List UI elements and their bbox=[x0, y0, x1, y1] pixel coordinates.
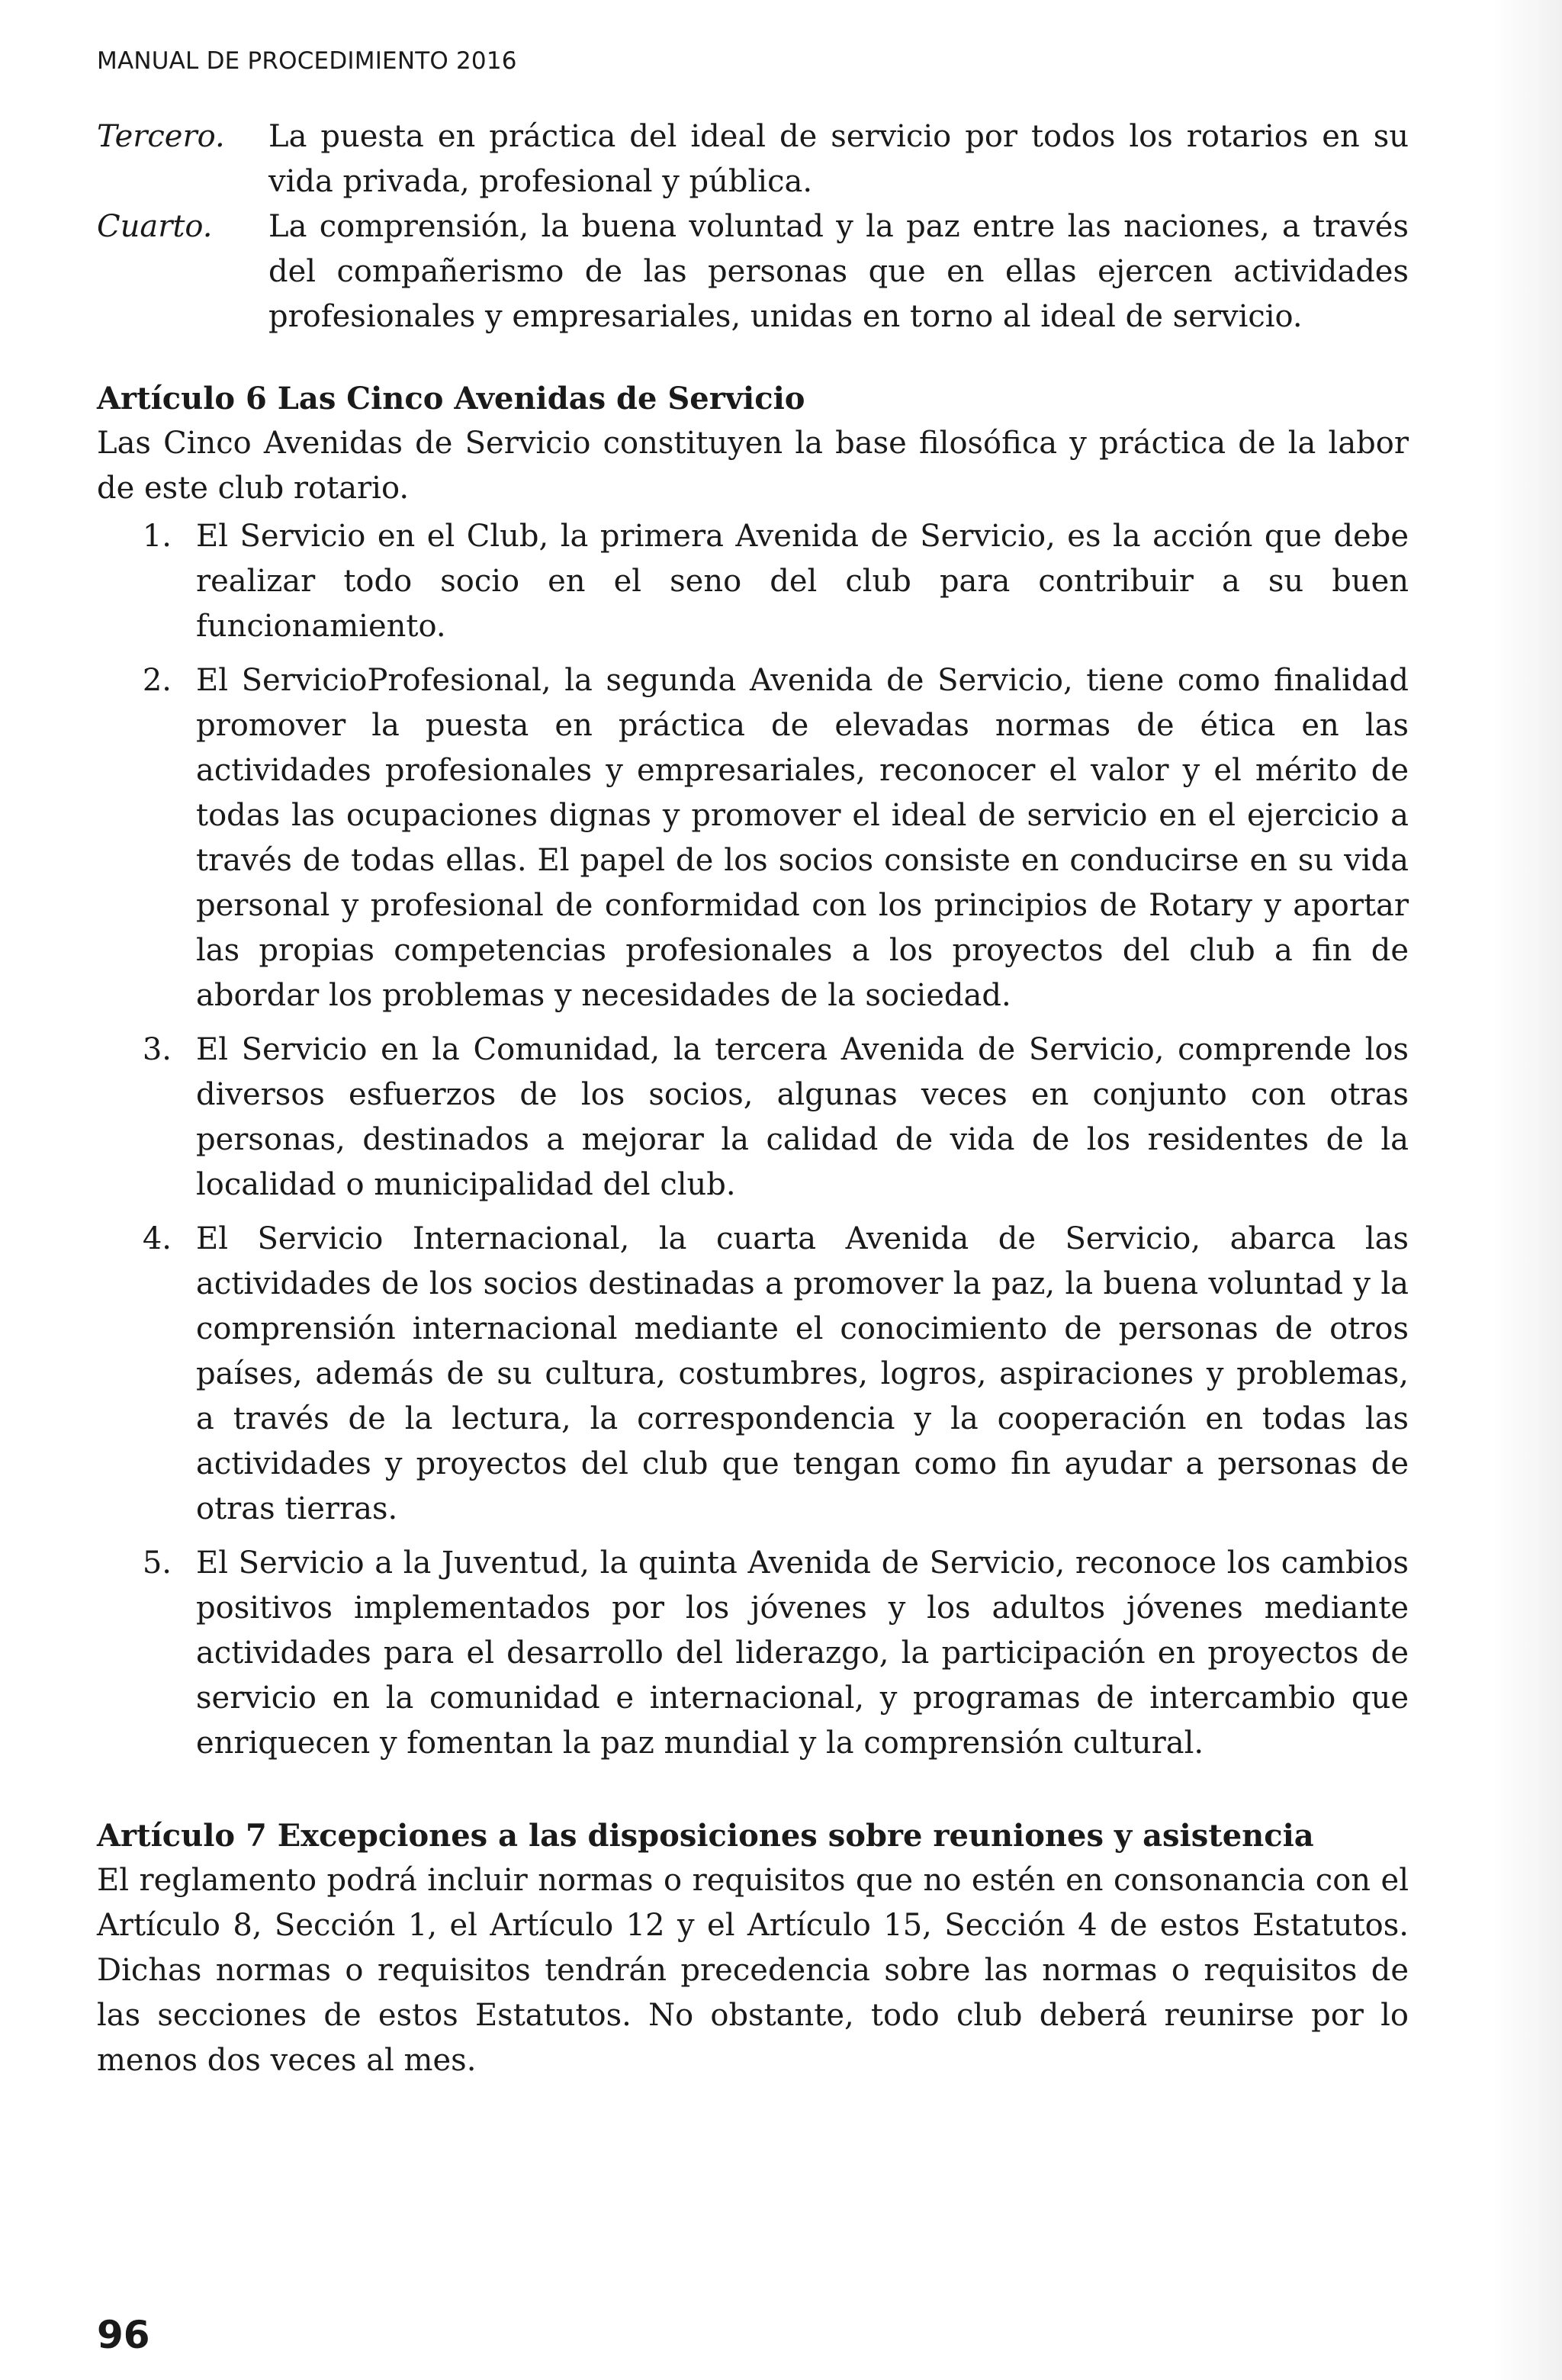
item-number: 3. bbox=[142, 1032, 172, 1067]
page-number: 96 bbox=[97, 2313, 150, 2357]
item-text: El Servicio en la Comunidad, la tercera Avenida de Servicio, comprende los diversos esfuerzos de los socios, algunas veces en conjunto con otras personas, destinados a mejorar la calidad de vida de los residentes de la localidad o municipalidad del club. bbox=[196, 1032, 1409, 1202]
running-header: MANUAL DE PROCEDIMIENTO 2016 bbox=[97, 47, 517, 75]
list-item bbox=[97, 1217, 1409, 1532]
article-6-heading: Artículo 6 Las Cinco Avenidas de Servicio bbox=[97, 381, 805, 416]
list-item bbox=[97, 1541, 1409, 1766]
item-number: 2. bbox=[142, 663, 172, 698]
item-text: El Servicio Internacional, la cuarta Avenida de Servicio, abarca las actividades de los socios destinadas a promover la paz, la buena voluntad y la comprensión internacional mediante el conocimiento de personas de otros países, además de su cultura, costumbres, logros, aspiraciones y problemas, a través de la lectura, la correspondencia y la cooperación en todas las actividades y proyectos del club que tengan como fin ayudar a personas de otras tierras. bbox=[196, 1221, 1409, 1526]
objective-label: Cuarto. bbox=[97, 209, 213, 244]
item-text: El Servicio en el Club, la primera Avenida de Servicio, es la acción que debe realizar todo socio en el seno del club para contribuir a su buen funcionamiento. bbox=[196, 519, 1409, 644]
objective-text: La puesta en práctica del ideal de servicio por todos los rotarios en su vida privada, profesional y pública. bbox=[268, 119, 1409, 199]
page-edge-shadow bbox=[1493, 0, 1562, 2380]
article-7-heading: Artículo 7 Excepciones a las disposiciones sobre reuniones y asistencia bbox=[97, 1818, 1314, 1854]
objective-cuarto bbox=[97, 204, 1409, 339]
objective-label: Tercero. bbox=[97, 119, 225, 154]
avenues-list bbox=[97, 514, 1409, 1766]
article-6-intro: Las Cinco Avenidas de Servicio constituyen la base filosófica y práctica de la labor de este club rotario. bbox=[97, 426, 1409, 506]
objective-tercero bbox=[97, 114, 1409, 204]
list-item bbox=[97, 514, 1409, 649]
item-text: El ServicioProfesional, la segunda Avenida de Servicio, tiene como finalidad promover la puesta en práctica de elevadas normas de ética en las actividades profesionales y empresariales, reconocer el valor y el mérito de todas las ocupaciones dignas y promover el ideal de servicio en el ejercicio a través de todas ellas. El papel de los socios consiste en conducirse en su vida personal y profesional de conformidad con los principios de Rotary y aportar las propias competencias profesionales a los proyectos del club a fin de abordar los problemas y necesidades de la sociedad. bbox=[196, 663, 1409, 1013]
list-item bbox=[97, 658, 1409, 1018]
page-content bbox=[97, 114, 1409, 2083]
item-number: 1. bbox=[142, 519, 172, 554]
item-text: El Servicio a la Juventud, la quinta Avenida de Servicio, reconoce los cambios positivos implementados por los jóvenes y los adultos jóvenes mediante actividades para el desarrollo del liderazgo, la participación en proyectos de servicio en la comunidad e internacional, y programas de intercambio que enriquecen y fomentan la paz mundial y la comprensión cultural. bbox=[196, 1545, 1409, 1761]
objective-text: La comprensión, la buena voluntad y la paz entre las naciones, a través del compañerismo de las personas que en ellas ejercen actividades profesionales y empresariales, unidas en torno al ideal de servicio. bbox=[268, 209, 1409, 334]
list-item bbox=[97, 1028, 1409, 1208]
item-number: 5. bbox=[142, 1545, 172, 1581]
item-number: 4. bbox=[142, 1221, 172, 1256]
article-7-text: El reglamento podrá incluir normas o requisitos que no estén en consonancia con el Artículo 8, Sección 1, el Artículo 12 y el Artículo 15, Sección 4 de estos Estatutos. Dichas normas o requisitos tendrán precedencia sobre las normas o requisitos de las secciones de estos Estatutos. No obstante, todo club deberá reunirse por lo menos dos veces al mes. bbox=[97, 1863, 1409, 2078]
